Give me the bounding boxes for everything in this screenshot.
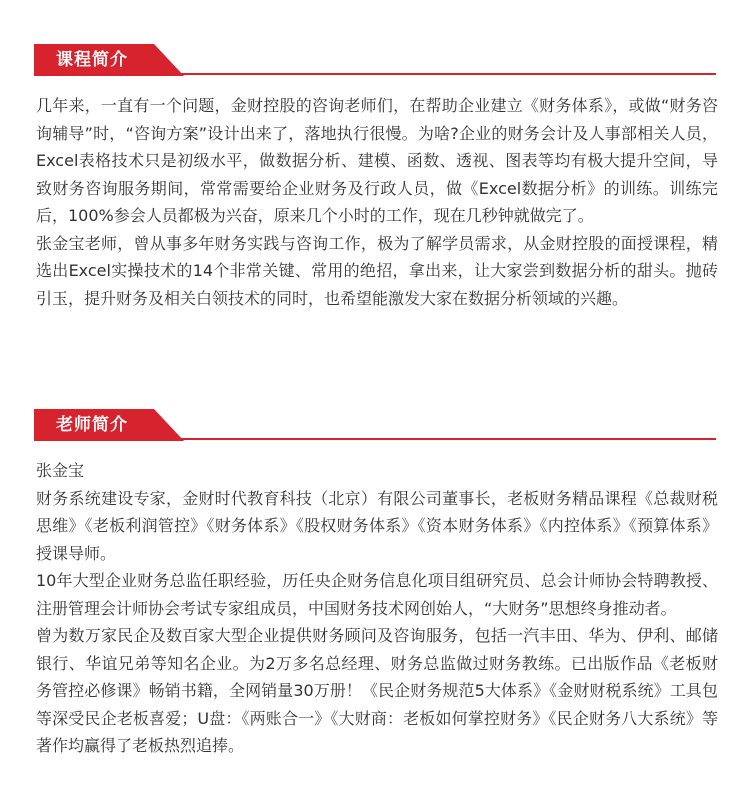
course-intro-header: [34, 44, 716, 76]
teacher-intro-title: 老师简介: [56, 415, 128, 435]
teacher-bio-paragraph-3: 曾为数万家民企及数百家大型企业提供财务顾问及咨询服务，包括一汽丰田、华为、伊利、邮储银行、华谊兄弟等知名企业。为2万多名总经理、财务总监做过财务教练。已出版作品《老板财务管控必修课》畅销书籍，全网销量30万册！《民企财务规范5大体系》《金财财税系统》工具包等深受民企老板喜爱；U盘：《两账合一》《大财商：老板如何掌控财务》《民企财务八大系统》等著作均赢得了老板热烈追捧。: [36, 626, 718, 755]
course-intro-title: 课程简介: [56, 50, 128, 70]
course-intro-body: [36, 92, 718, 312]
teacher-intro-body: [36, 457, 718, 760]
teacher-bio-paragraph-1: 财务系统建设专家，金财时代教育科技（北京）有限公司董事长，老板财务精品课程《总裁财税思维》《老板利润管控》《财务体系》《股权财务体系》《资本财务体系》《内控体系》《预算体系》授课导师。: [36, 488, 718, 563]
teacher-bio-paragraph-2: 10年大型企业财务总监任职经验，历任央企财务信息化项目组研究员、总会计师协会特聘教授、注册管理会计师协会考试专家组成员，中国财务技术网创始人，“大财务”思想终身推动者。: [36, 571, 718, 618]
course-intro-paragraph-1: 几年来，一直有一个问题，金财控股的咨询老师们，在帮助企业建立《财务体系》，或做“财务咨询辅导”时，“咨询方案”设计出来了，落地执行很慢。为啥?企业的财务会计及人事部相关人员，Excel表格技术只是初级水平，做数据分析、建模、函数、透视、图表等均有极大提升空间，导致财务咨询服务期间，常常需要给企业财务及行政人员，做《Excel数据分析》的训练。训练完后，100%参会人员都极为兴奋，原来几个小时的工作，现在几秒钟就做完了。: [36, 96, 718, 225]
teacher-intro-header: [34, 409, 716, 441]
course-intro-paragraph-2: 张金宝老师，曾从事多年财务实践与咨询工作，极为了解学员需求，从金财控股的面授课程，精选出Excel实操技术的14个非常关键、常用的绝招，拿出来，让大家尝到数据分析的甜头。抛砖引玉，提升财务及相关白领技术的同时，也希望能激发大家在数据分析领域的兴趣。: [36, 233, 718, 308]
teacher-name: 张金宝: [36, 461, 85, 480]
